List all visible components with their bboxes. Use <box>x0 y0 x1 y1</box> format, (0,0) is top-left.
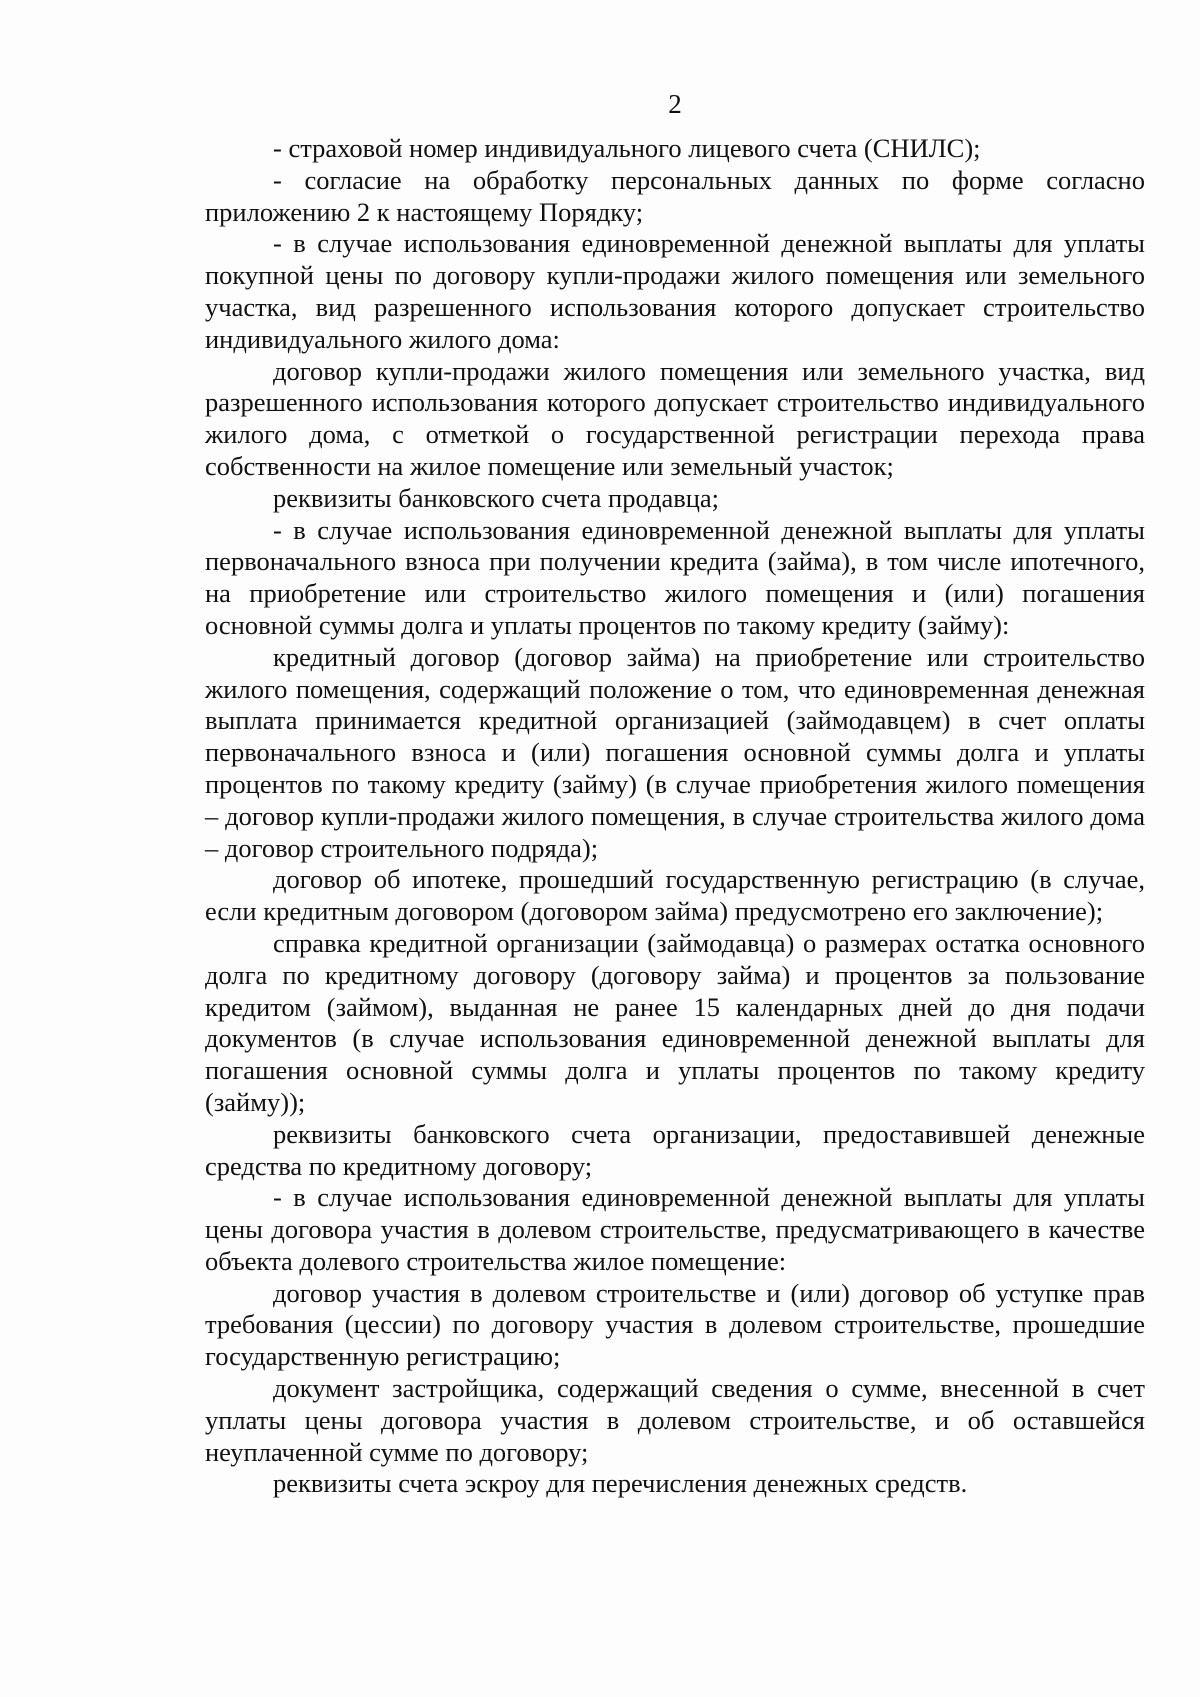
document-body <box>205 133 1145 1500</box>
paragraph-escrow-account: реквизиты счета эскроу для перечисления денежных средств. <box>273 1468 968 1499</box>
paragraph-credit-case: - в случае использования единовременной денежной выплаты для уплаты первоначального взноса при получении кредита (займа), в том числе ипотечного, на приобретение или строительство жилого помещения и (или) погашения основной суммы долга и уплаты процентов по такому кредиту (займу): <box>205 514 1145 640</box>
paragraph-mortgage-contract: договор об ипотеке, прошедший государственную регистрацию (в случае, если кредитным договором (договором займа) предусмотрено его заключение); <box>205 864 1145 927</box>
paragraph-developer-document: документ застройщика, содержащий сведения о сумме, внесенной в счет уплаты цены договора участия в долевом строительстве, и об оставшейся неуплаченной сумме по договору; <box>205 1373 1145 1467</box>
page-number: 2 <box>668 89 682 119</box>
paragraph-sale-contract: договор купли-продажи жилого помещения или земельного участка, вид разрешенного использования которого допускает строительство индивидуального жилого дома, с отметкой о государственной регистрации перехода права собственности на жилое помещение или земельный участок; <box>205 355 1145 481</box>
paragraph-lender-certificate: справка кредитной организации (займодавца) о размерах остатка основного долга по кредитному договору (договору займа) и процентов за пользование кредитом (займом), выданная не ранее 15 календарных дней до дня подачи документов (в случае использования единовременной денежной выплаты для погашения основной суммы долга и уплаты процентов по такому кредиту (займу)); <box>205 927 1145 1117</box>
paragraph-consent: - согласие на обработку персональных данных по форме согласно приложению 2 к настоящему Порядку; <box>205 164 1145 227</box>
paragraph-credit-contract: кредитный договор (договор займа) на приобретение или строительство жилого помещения, содержащий положение о том, что единовременная денежная выплата принимается кредитной организацией (займодавцем) в счет оплаты первоначального взноса и (или) погашения основной суммы долга и уплаты процентов по такому кредиту (займу) (в случае приобретения жилого помещения – договор купли-продажи жилого помещения, в случае строительства жилого дома – договор строительного подряда); <box>205 641 1145 863</box>
paragraph-lender-account: реквизиты банковского счета организации, предоставившей денежные средства по кредитному договору; <box>205 1118 1145 1181</box>
paragraph-shared-construction-contract: договор участия в долевом строительстве и (или) договор об уступке прав требования (цессии) по договору участия в долевом строительстве, прошедшие государственную регистрацию; <box>205 1277 1145 1372</box>
paragraph-shared-construction-case: - в случае использования единовременной денежной выплаты для уплаты цены договора участия в долевом строительстве, предусматривающего в качестве объекта долевого строительства жилое помещение: <box>205 1182 1145 1276</box>
paragraph-purchase-case: - в случае использования единовременной денежной выплаты для уплаты покупной цены по договору купли-продажи жилого помещения или земельного участка, вид разрешенного использования которого допускает строительство индивидуального жилого дома: <box>205 228 1145 354</box>
paragraph-snils: - страховой номер индивидуального лицевого счета (СНИЛС); <box>273 133 981 163</box>
paragraph-seller-account: реквизиты банковского счета продавца; <box>273 482 720 513</box>
